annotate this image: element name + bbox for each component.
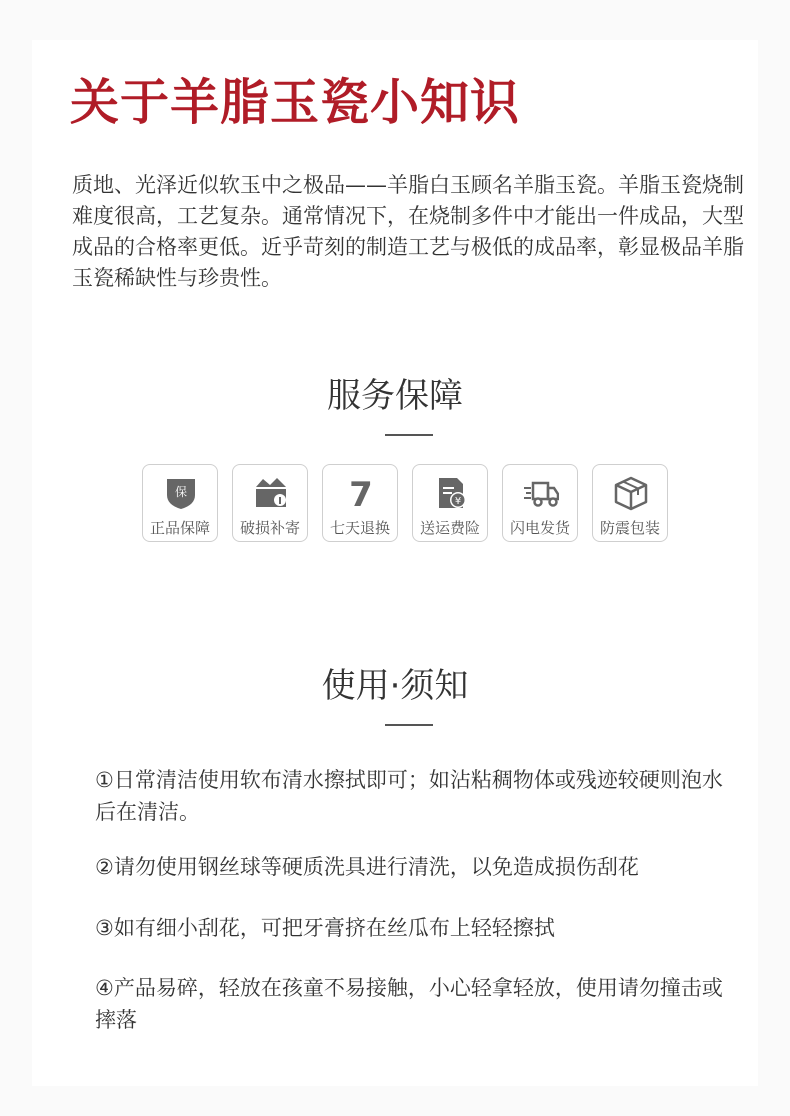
- service-section-title: 服务保障: [327, 376, 463, 416]
- page-title: 关于羊脂玉瓷小知识: [70, 74, 521, 131]
- yen-glyph: ¥: [454, 496, 462, 507]
- service-label: 闪电发货: [509, 519, 570, 537]
- shield-glyph: 保: [174, 485, 188, 499]
- seven-days-icon: [343, 475, 379, 511]
- package-box-icon: [613, 475, 649, 511]
- usage-note: ④产品易碎，轻放在孩童不易接触，小心轻拿轻放，使用请勿撞击或摔落: [95, 976, 723, 1032]
- seven-glyph: 7: [349, 475, 373, 511]
- usage-note: ③如有细小刮花，可把牙膏挤在丝瓜布上轻轻擦拭: [95, 916, 555, 940]
- damaged-box-icon: [253, 475, 289, 511]
- shield-bao-icon: [163, 475, 199, 511]
- service-item-shockproof-packing: [592, 464, 668, 542]
- freight-insurance-icon: [433, 475, 469, 511]
- service-label: 破损补寄: [239, 519, 300, 537]
- service-list: [142, 464, 682, 544]
- service-item-genuine: [142, 464, 218, 542]
- usage-note: ②请勿使用钢丝球等硬质洗具进行清洗，以免造成损伤刮花: [95, 855, 639, 879]
- service-item-damage-resend: [232, 464, 308, 542]
- intro-paragraph: 质地、光泽近似软玉中之极品——羊脂白玉顾名羊脂玉瓷。羊脂玉瓷烧制难度很高，工艺复杂。通常情况下，在烧制多件中才能出一件成品，大型成品的合格率更低。近乎苛刻的制造工艺与极低的成品率，彰显极品羊脂玉瓷稀缺性与珍贵性。: [72, 173, 744, 290]
- usage-section-divider: [385, 724, 433, 726]
- service-section-divider: [385, 434, 433, 436]
- service-label: 七天退换: [329, 519, 390, 537]
- service-label: 送运费险: [419, 519, 480, 537]
- delivery-truck-icon: [523, 475, 559, 511]
- service-label: 正品保障: [149, 519, 210, 537]
- service-label: 防震包装: [599, 519, 660, 537]
- service-item-fast-delivery: [502, 464, 578, 542]
- service-item-seven-day-return: [322, 464, 398, 542]
- service-item-freight-insurance: [412, 464, 488, 542]
- usage-note: ①日常清洁使用软布清水擦拭即可；如沾粘稠物体或残迹较硬则泡水后在清洁。: [95, 768, 723, 824]
- usage-section-title: 使用·须知: [321, 666, 469, 706]
